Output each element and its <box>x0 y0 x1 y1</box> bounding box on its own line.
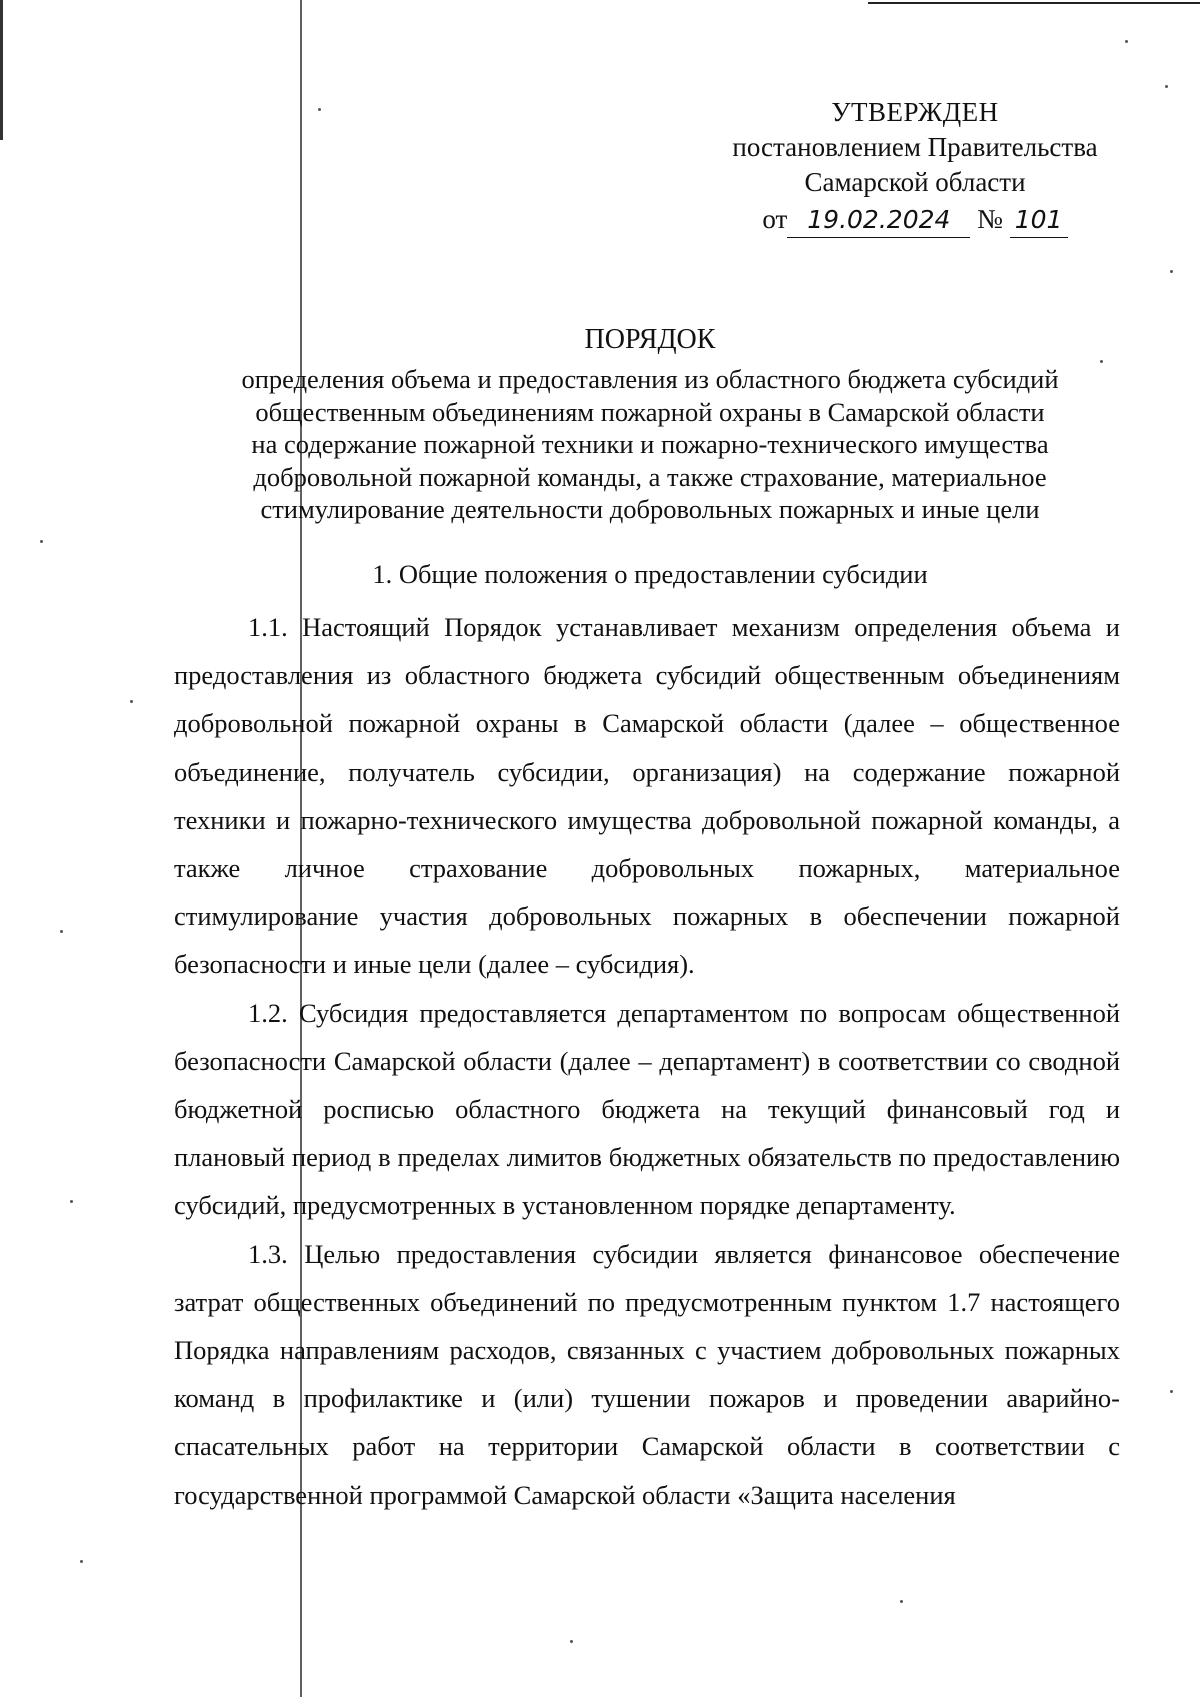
scan-speck <box>1170 1390 1173 1393</box>
scan-artifact-top-line <box>868 2 1200 4</box>
document-body <box>174 603 1120 1519</box>
from-label: от <box>762 204 788 234</box>
subtitle-line: определения объема и предоставления из областного бюджета субсидий <box>241 364 1059 394</box>
scan-artifact-left-line <box>0 0 3 140</box>
scan-speck <box>130 700 133 703</box>
approval-stamp-block <box>700 95 1130 238</box>
decree-date-number-line <box>762 202 1067 238</box>
paragraph-1-3: 1.3. Целью предоставления субсидии является финансовое обеспечение затрат общественных объединений по предусмотренным пунктом 1.7 настоящего Порядка направлениям расходов, связанных с участием добровольных пожарных команд в профилактике и (или) тушении пожаров и проведении аварийно-спасательных работ на территории Самарской области в соответствии с государственной программой Самарской области «Защита населения <box>174 1238 1120 1510</box>
subtitle-line: общественным объединениям пожарной охраны в Самарской области <box>255 396 1045 427</box>
decree-number-handwritten: 101 <box>1010 202 1068 238</box>
document-title: ПОРЯДОК <box>584 324 716 355</box>
scan-speck <box>80 1560 83 1563</box>
document-subtitle <box>180 363 1120 526</box>
scan-speck <box>900 1600 903 1603</box>
scan-speck <box>570 1640 573 1643</box>
paragraph-1-1: 1.1. Настоящий Порядок устанавливает механизм определения объема и предоставления из областного бюджета субсидий общественным объединениям добровольной пожарной охраны в Самарской области (далее – общественное объединение, получатель субсидии, организация) на содержание пожарной техники и пожарно-технического имущества добровольной пожарной команды, а также личное страхование добровольных пожарных, материальное стимулирование участия добровольных пожарных в обеспечении пожарной безопасности и иные цели (далее – субсидия). <box>174 612 1120 980</box>
scan-speck <box>318 108 321 111</box>
scan-speck <box>1125 40 1128 43</box>
scan-speck <box>40 540 43 543</box>
approved-heading: УТВЕРЖДЕН <box>831 97 999 127</box>
number-label: № <box>977 204 1003 234</box>
paragraph-1-2: 1.2. Субсидия предоставляется департаментом по вопросам общественной безопасности Самарской области (далее – департамент) в соответствии со сводной бюджетной росписью областного бюджета на текущий финансовый год и плановый период в пределах лимитов бюджетных обязательств по предоставлению субсидий, предусмотренных в установленном порядке департаменту. <box>174 997 1120 1221</box>
scan-speck <box>60 930 63 933</box>
section-heading: 1. Общие положения о предоставлении субсидии <box>372 559 928 589</box>
scan-speck <box>1170 270 1173 273</box>
scan-speck <box>1165 85 1168 88</box>
approval-line-government: постановлением Правительства <box>732 132 1098 162</box>
decree-date-handwritten: 19.02.2024 <box>787 202 970 238</box>
subtitle-line: на содержание пожарной техники и пожарно-технического имущества <box>251 429 1049 459</box>
approval-line-region: Самарской области <box>804 167 1026 197</box>
subtitle-line: стимулирование деятельности добровольных пожарных и иные цели <box>260 494 1040 524</box>
subtitle-line: добровольной пожарной команды, а также страхование, материальное <box>253 461 1047 492</box>
scan-speck <box>70 1200 73 1203</box>
scan-speck <box>1100 360 1103 363</box>
